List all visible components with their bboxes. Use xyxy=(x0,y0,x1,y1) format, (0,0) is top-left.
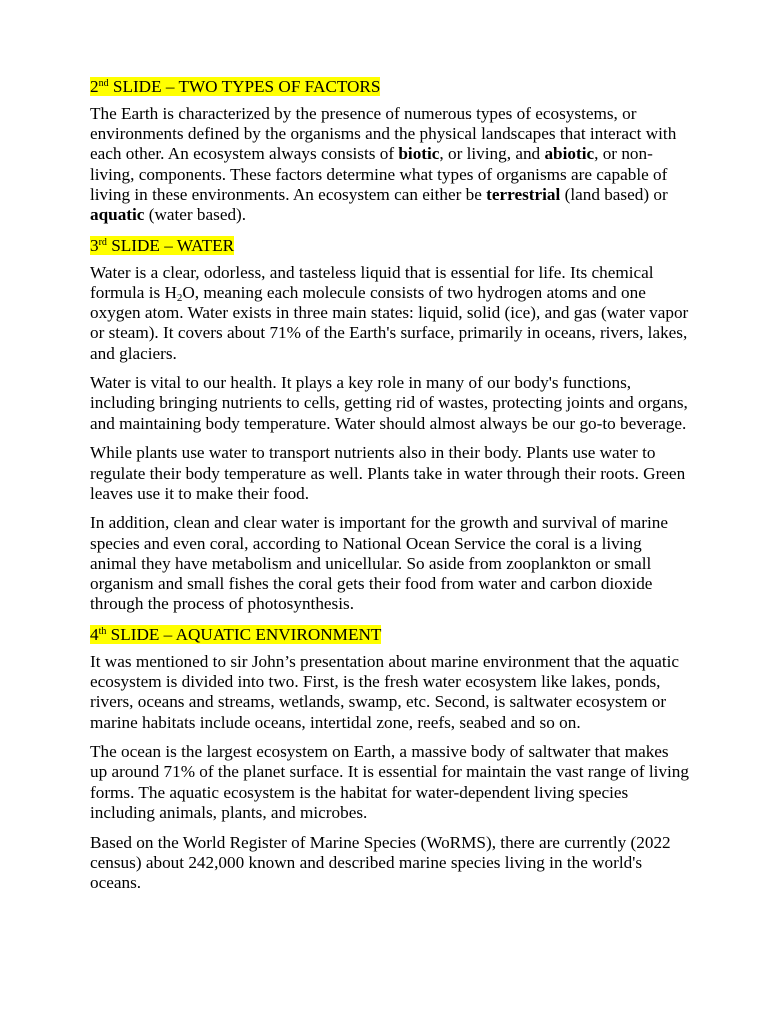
document-page xyxy=(90,76,690,903)
paragraph-water-definition: Water is a clear, odorless, and tasteless liquid that is essential for life. Its chemical formula is $H_2O$, meaning each molecule consists of two hydrogen atoms and one oxygen atom. Water exists in three main states: liquid, solid (ice), and gas (water vapor or steam). It covers about 71% of the Earth's surface, primarily in oceans, rivers, lakes, and glaciers. xyxy=(90,262,689,363)
bold-term-aquatic: aquatic xyxy=(90,205,145,225)
ordinal-suffix: rd xyxy=(98,236,107,248)
paragraph-water-plants: While plants use water to transport nutrients also in their body. Plants use water to regulate their body temperature as well. Plants take in water through their roots. Green leaves use it to make their food. xyxy=(90,443,686,503)
paragraph-aquatic-types: It was mentioned to sir John’s presentation about marine environment that the aquatic ecosystem is divided into two. First, is the fresh water ecosystem like lakes, ponds, rivers, oceans and streams, wetlands, swamp, etc. Second, is saltwater ecosystem or marine habitats include oceans, intertidal zone, reefs, seabed and so on. xyxy=(90,651,679,732)
highlighted-heading: 4th SLIDE – AQUATIC ENVIRONMENT xyxy=(90,624,382,644)
bold-term-terrestrial: terrestrial xyxy=(486,184,561,204)
section-heading-2nd-slide xyxy=(90,76,690,98)
paragraph-ecosystem-factors: The Earth is characterized by the presence of numerous types of ecosystems, or environments defined by the organisms and the physical landscapes that interact with each other. An ecosystem always consists of biotic, or living, and abiotic, or non-living, components. These factors determine what types of organisms are capable of living in these environments. An ecosystem can either be terrestrial (land based) or aquatic (water based). xyxy=(90,104,677,225)
highlighted-heading: 2nd SLIDE – TWO TYPES OF FACTORS xyxy=(90,77,381,96)
bold-term-biotic: biotic xyxy=(398,144,440,164)
subscript-2: 2 xyxy=(176,291,183,304)
ordinal-suffix: th xyxy=(98,625,107,637)
bold-term-abiotic: abiotic xyxy=(544,144,595,164)
section-heading-4th-slide xyxy=(90,624,690,646)
ordinal-suffix: nd xyxy=(98,78,109,89)
section-heading-3rd-slide xyxy=(90,235,690,257)
paragraph-water-marine: In addition, clean and clear water is important for the growth and survival of marine species and even coral, according to National Ocean Service the coral is a living animal they have metabolism and unicellular. So aside from zooplankton or small organism and small fishes the coral gets their food from water and carbon dioxide through the process of photosynthesis. xyxy=(90,513,668,614)
paragraph-ocean-ecosystem: The ocean is the largest ecosystem on Earth, a massive body of saltwater that makes up around 71% of the planet surface. It is essential for maintain the vast range of living forms. The aquatic ecosystem is the habitat for water-dependent living species including animals, plants, and microbes. xyxy=(90,742,689,822)
paragraph-worms-census: Based on the World Register of Marine Species (WoRMS), there are currently (2022 census) about 242,000 known and described marine species living in the world's oceans. xyxy=(90,832,671,892)
highlighted-heading: 3rd SLIDE – WATER xyxy=(90,235,235,255)
paragraph-water-health: Water is vital to our health. It plays a key role in many of our body's functions, including bringing nutrients to cells, getting rid of wastes, protecting joints and organs, and maintaining body temperature. Water should almost always be our go-to beverage. xyxy=(90,373,688,433)
